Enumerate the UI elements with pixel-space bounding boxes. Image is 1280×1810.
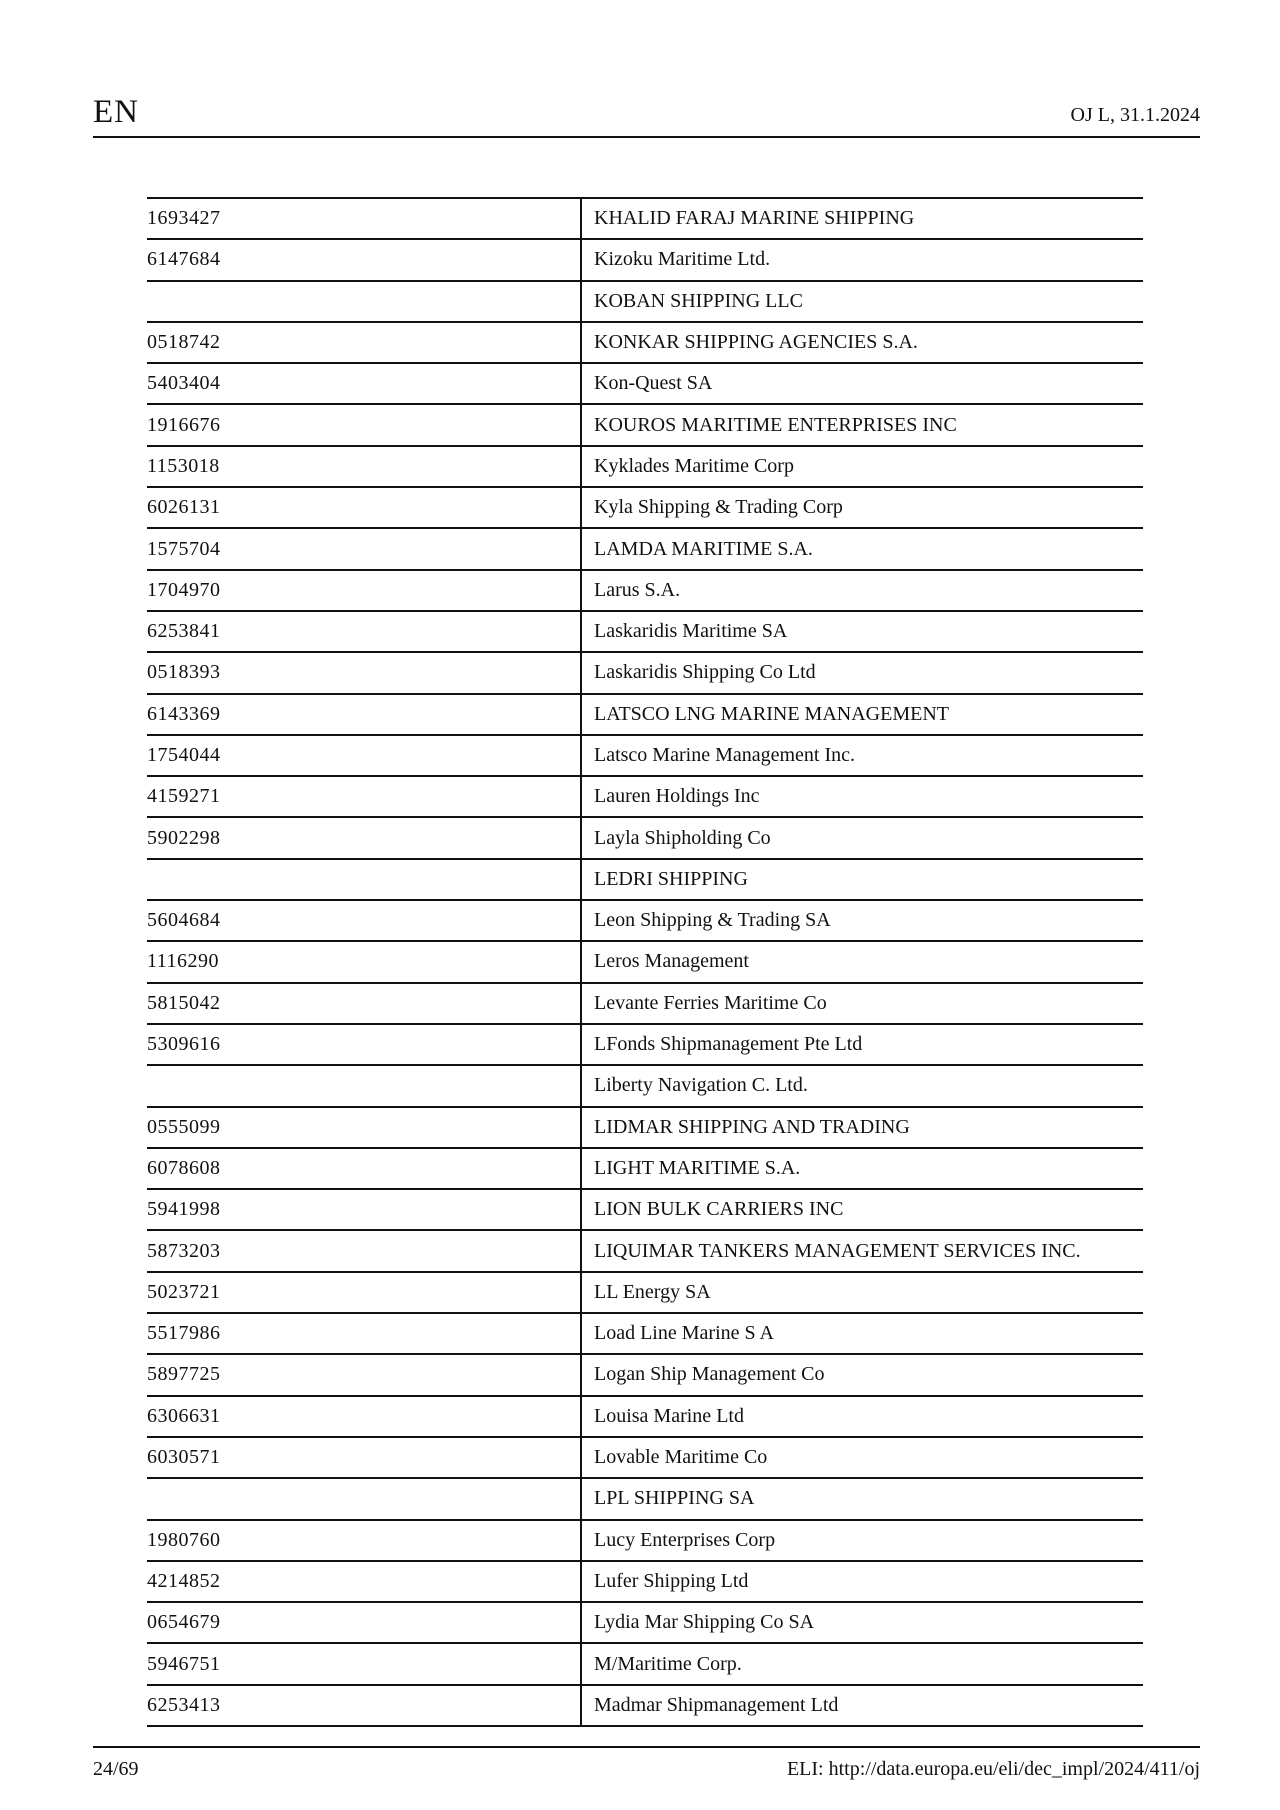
table-row	[147, 1644, 1143, 1685]
imo-number-cell	[147, 1066, 582, 1105]
company-name-cell: Leros Management	[594, 950, 749, 973]
company-name-cell: Levante Ferries Maritime Co	[594, 991, 827, 1014]
company-name-cell: LPL SHIPPING SA	[594, 1487, 755, 1510]
table-row	[147, 1686, 1143, 1727]
imo-number-cell: 5604684	[147, 901, 582, 940]
table-row	[147, 405, 1143, 446]
company-name-cell: LIDMAR SHIPPING AND TRADING	[594, 1115, 910, 1138]
table-row	[147, 612, 1143, 653]
imo-number-cell: 5023721	[147, 1273, 582, 1312]
company-name-cell: Louisa Marine Ltd	[594, 1404, 744, 1427]
imo-number-cell: 1754044	[147, 736, 582, 775]
imo-number-cell: 1575704	[147, 529, 582, 568]
imo-number-cell: 5902298	[147, 818, 582, 857]
table-row	[147, 653, 1143, 694]
table-row	[147, 282, 1143, 323]
imo-number-cell: 6030571	[147, 1438, 582, 1477]
imo-number-cell: 6026131	[147, 488, 582, 527]
table-row	[147, 1314, 1143, 1355]
imo-number-cell: 1116290	[147, 942, 582, 981]
table-row	[147, 695, 1143, 736]
company-name-cell: LAMDA MARITIME S.A.	[594, 537, 813, 560]
imo-number-cell: 0518393	[147, 653, 582, 692]
table-row	[147, 1231, 1143, 1272]
company-name-cell: Lydia Mar Shipping Co SA	[594, 1611, 815, 1634]
company-name-cell: Lucy Enterprises Corp	[594, 1528, 776, 1551]
company-name-cell: KHALID FARAJ MARINE SHIPPING	[594, 207, 915, 230]
table-row	[147, 1562, 1143, 1603]
table-row	[147, 364, 1143, 405]
table-row	[147, 860, 1143, 901]
company-name-cell: Laskaridis Maritime SA	[594, 620, 788, 643]
company-name-cell: Madmar Shipmanagement Ltd	[594, 1693, 839, 1716]
table-row	[147, 1479, 1143, 1520]
table-row	[147, 488, 1143, 529]
table-row	[147, 1025, 1143, 1066]
table-row	[147, 447, 1143, 488]
table-row	[147, 323, 1143, 364]
imo-number-cell: 6253413	[147, 1686, 582, 1725]
imo-number-cell: 5815042	[147, 984, 582, 1023]
imo-number-cell: 6253841	[147, 612, 582, 651]
imo-number-cell: 1980760	[147, 1521, 582, 1560]
journal-reference: OJ L, 31.1.2024	[1070, 104, 1200, 126]
language-code: EN	[93, 94, 139, 130]
company-name-cell: KONKAR SHIPPING AGENCIES S.A.	[594, 331, 918, 354]
table-row	[147, 1521, 1143, 1562]
imo-number-cell: 5873203	[147, 1231, 582, 1270]
table-row	[147, 777, 1143, 818]
company-name-cell: Kizoku Maritime Ltd.	[594, 248, 771, 271]
company-name-cell: M/Maritime Corp.	[594, 1652, 742, 1675]
imo-number-cell: 0518742	[147, 323, 582, 362]
imo-number-cell: 4214852	[147, 1562, 582, 1601]
table-row	[147, 942, 1143, 983]
imo-number-cell: 1153018	[147, 447, 582, 486]
imo-number-cell: 4159271	[147, 777, 582, 816]
table-row	[147, 1066, 1143, 1107]
imo-number-cell: 5897725	[147, 1355, 582, 1394]
table-row	[147, 571, 1143, 612]
imo-number-cell: 6306631	[147, 1397, 582, 1436]
company-name-cell: LL Energy SA	[594, 1280, 711, 1303]
table-row	[147, 1603, 1143, 1644]
company-name-cell: Lovable Maritime Co	[594, 1446, 768, 1469]
imo-number-cell	[147, 282, 582, 321]
imo-number-cell	[147, 1479, 582, 1518]
imo-number-cell: 0654679	[147, 1603, 582, 1642]
table-row	[147, 736, 1143, 777]
page-header	[93, 92, 1200, 138]
company-table	[147, 197, 1143, 1727]
page-footer	[93, 1746, 1200, 1788]
imo-number-cell	[147, 860, 582, 899]
imo-number-cell: 1704970	[147, 571, 582, 610]
table-row	[147, 199, 1143, 240]
company-name-cell: LATSCO LNG MARINE MANAGEMENT	[594, 702, 949, 725]
page-number: 24/69	[93, 1758, 139, 1780]
eli-link[interactable]: ELI: http://data.europa.eu/eli/dec_impl/2024/411/oj	[786, 1758, 1200, 1780]
table-row	[147, 1355, 1143, 1396]
table-row	[147, 1190, 1143, 1231]
imo-number-cell: 6078608	[147, 1149, 582, 1188]
imo-number-cell: 5517986	[147, 1314, 582, 1353]
company-name-cell: Larus S.A.	[594, 578, 681, 601]
table-row	[147, 818, 1143, 859]
imo-number-cell: 6147684	[147, 240, 582, 279]
company-name-cell: LIGHT MARITIME S.A.	[594, 1156, 801, 1179]
imo-number-cell: 5946751	[147, 1644, 582, 1683]
imo-number-cell: 0555099	[147, 1108, 582, 1147]
company-name-cell: Leon Shipping & Trading SA	[594, 909, 831, 932]
company-name-cell: Layla Shipholding Co	[594, 826, 771, 849]
company-name-cell: KOBAN SHIPPING LLC	[594, 289, 803, 312]
company-name-cell: Kyla Shipping & Trading Corp	[594, 496, 843, 519]
company-name-cell: Lufer Shipping Ltd	[594, 1569, 749, 1592]
table-row	[147, 1397, 1143, 1438]
table-row	[147, 1438, 1143, 1479]
table-row	[147, 901, 1143, 942]
table-row	[147, 529, 1143, 570]
company-name-cell: Kyklades Maritime Corp	[594, 454, 794, 477]
company-name-cell: Logan Ship Management Co	[594, 1363, 825, 1386]
imo-number-cell: 1916676	[147, 405, 582, 444]
imo-number-cell: 5403404	[147, 364, 582, 403]
company-name-cell: LIQUIMAR TANKERS MANAGEMENT SERVICES INC.	[594, 1239, 1081, 1262]
company-name-cell: Load Line Marine S A	[594, 1322, 774, 1345]
table-row	[147, 1108, 1143, 1149]
imo-number-cell: 6143369	[147, 695, 582, 734]
company-name-cell: LION BULK CARRIERS INC	[594, 1198, 844, 1221]
company-name-cell: Liberty Navigation C. Ltd.	[594, 1074, 808, 1097]
imo-number-cell: 1693427	[147, 199, 582, 238]
company-name-cell: Kon-Quest SA	[594, 372, 713, 395]
table-row	[147, 1273, 1143, 1314]
imo-number-cell: 5941998	[147, 1190, 582, 1229]
company-name-cell: LFonds Shipmanagement Pte Ltd	[594, 1033, 863, 1056]
company-name-cell: Laskaridis Shipping Co Ltd	[594, 661, 816, 684]
company-name-cell: KOUROS MARITIME ENTERPRISES INC	[594, 413, 957, 436]
imo-number-cell: 5309616	[147, 1025, 582, 1064]
table-row	[147, 1149, 1143, 1190]
table-row	[147, 240, 1143, 281]
company-name-cell: Lauren Holdings Inc	[594, 785, 760, 808]
table-row	[147, 984, 1143, 1025]
company-name-cell: Latsco Marine Management Inc.	[594, 744, 856, 766]
company-name-cell: LEDRI SHIPPING	[594, 867, 748, 890]
